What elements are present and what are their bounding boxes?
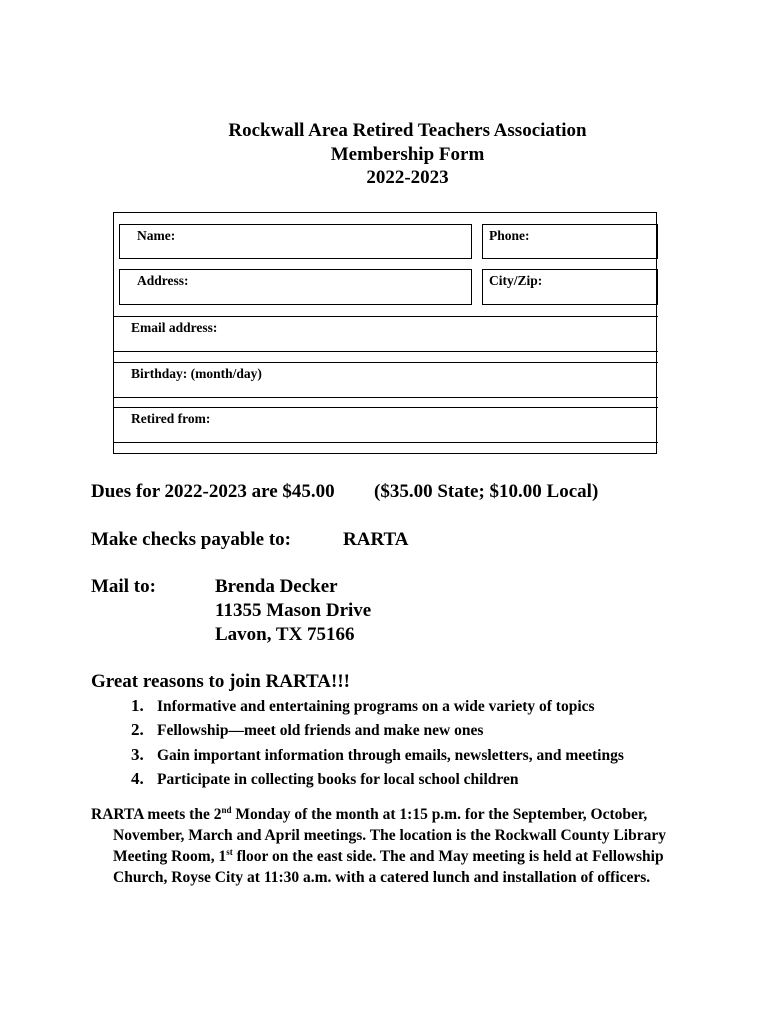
list-item: 3. Gain important information through emails, newsletters, and meetings — [131, 744, 624, 764]
phone-label: Phone: — [489, 228, 530, 243]
name-field[interactable] — [119, 224, 472, 259]
birthday-label: Birthday: (month/day) — [131, 366, 262, 381]
dues-line — [91, 480, 335, 504]
form-year: 2022-2023 — [366, 167, 449, 188]
form-title — [0, 119, 770, 190]
mail-name: Brenda Decker — [215, 576, 338, 597]
form-name: Membership Form — [330, 143, 485, 165]
city-zip-label: City/Zip: — [489, 273, 543, 288]
list-item: 1. Informative and entertaining programs on a wide variety of topics — [131, 696, 595, 715]
dues-breakdown: ($35.00 State; $10.00 Local) — [374, 481, 599, 502]
meeting-paragraph: RARTA meets the 2nd Monday of the month at 1:15 p.m. for the September, October, November, March and April meetings. The location is the Rockwall County Library Meeting Room, 1st floor on the east side. The and May meeting is held at Fellowship Church, Royse City at 11:30 a.m. with a catered lunch and installation of officers. — [91, 805, 666, 886]
reasons-list — [131, 694, 624, 791]
dues-text: Dues for 2022-2023 are $45.00 — [91, 481, 335, 502]
email-label: Email address: — [131, 320, 218, 335]
member-info-table — [113, 212, 657, 454]
list-item: 2. Fellowship—meet old friends and make new ones — [131, 720, 484, 740]
mail-label: Mail to: — [91, 576, 156, 597]
list-item: 4. Participate in collecting books for local school children — [131, 768, 519, 788]
reasons-heading: Great reasons to join RARTA!!! — [91, 671, 350, 692]
phone-field[interactable] — [482, 224, 658, 259]
meeting-info — [91, 804, 711, 888]
name-label: Name: — [137, 228, 176, 243]
address-label: Address: — [137, 273, 189, 288]
mail-street: 11355 Mason Drive — [215, 600, 372, 621]
city-zip-field[interactable] — [482, 269, 658, 305]
payable-value: RARTA — [343, 529, 409, 550]
email-field[interactable] — [114, 316, 658, 352]
birthday-field[interactable] — [114, 362, 658, 398]
address-field[interactable] — [119, 269, 472, 305]
mail-city: Lavon, TX 75166 — [215, 624, 355, 645]
retired-label: Retired from: — [131, 411, 211, 426]
retired-from-field[interactable] — [114, 407, 658, 443]
payable-label: Make checks payable to: — [91, 529, 292, 550]
org-name: Rockwall Area Retired Teachers Association — [228, 120, 587, 141]
